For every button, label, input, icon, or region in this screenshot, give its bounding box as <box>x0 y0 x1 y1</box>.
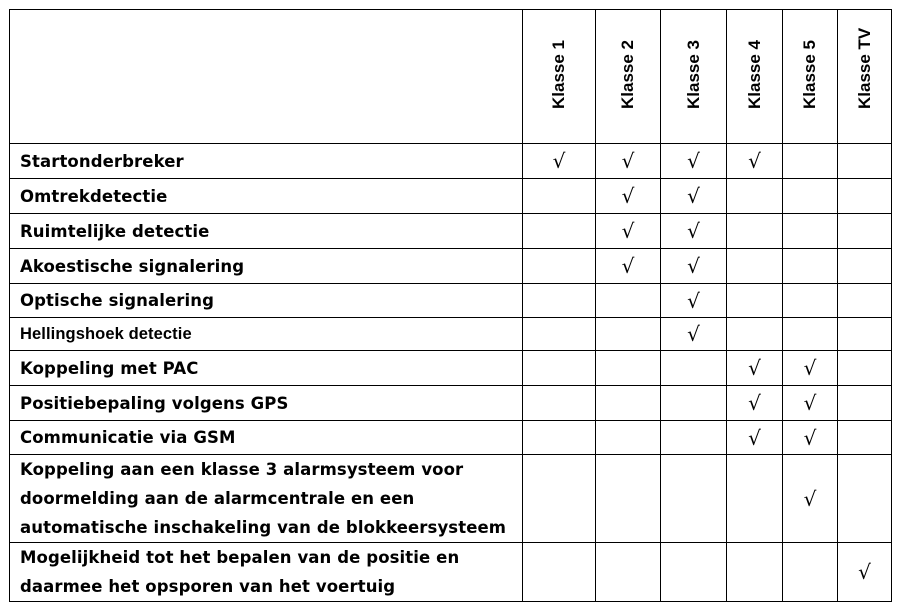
check-cell <box>838 284 892 318</box>
checkmark-icon: √ <box>803 391 817 415</box>
header-klasse-4 <box>727 10 783 144</box>
header-klasse-3 <box>661 10 727 144</box>
check-cell <box>523 543 596 602</box>
check-cell <box>783 144 838 179</box>
checkmark-icon: √ <box>748 356 761 380</box>
header-klasse-tv <box>838 10 892 144</box>
check-cell <box>783 284 838 318</box>
feature-label: Communicatie via GSM <box>10 421 523 455</box>
feature-label: Mogelijkheid tot het bepalen van de positie en daarmee het opsporen van het voertuig <box>10 543 523 602</box>
check-cell <box>661 386 727 421</box>
check-cell <box>596 421 661 455</box>
table-row <box>10 144 892 179</box>
check-cell <box>661 421 727 455</box>
check-cell <box>783 386 838 421</box>
table-row <box>10 543 892 602</box>
check-cell <box>523 249 596 284</box>
check-cell <box>523 421 596 455</box>
check-cell <box>596 179 661 214</box>
feature-label: Omtrekdetectie <box>10 179 523 214</box>
feature-label: Optische signalering <box>10 284 523 318</box>
check-cell <box>783 214 838 249</box>
check-cell <box>523 351 596 386</box>
check-cell <box>661 284 727 318</box>
check-cell <box>838 318 892 351</box>
check-cell <box>727 386 783 421</box>
check-cell <box>596 318 661 351</box>
checkmark-icon: √ <box>552 149 566 173</box>
feature-label: Hellingshoek detectie <box>10 318 523 351</box>
checkmark-icon: √ <box>687 254 700 278</box>
checkmark-icon: √ <box>687 219 700 243</box>
checkmark-icon: √ <box>748 149 761 173</box>
header-klasse-5 <box>783 10 838 144</box>
checkmark-icon: √ <box>621 219 635 243</box>
check-cell <box>523 179 596 214</box>
feature-class-table <box>9 9 892 602</box>
check-cell <box>523 455 596 543</box>
table-row <box>10 179 892 214</box>
check-cell <box>727 144 783 179</box>
checkmark-icon: √ <box>803 486 817 511</box>
check-cell <box>523 144 596 179</box>
check-cell <box>661 318 727 351</box>
check-cell <box>523 284 596 318</box>
check-cell <box>727 318 783 351</box>
check-cell <box>783 351 838 386</box>
check-cell <box>727 179 783 214</box>
check-cell <box>596 543 661 602</box>
check-cell <box>838 421 892 455</box>
check-cell <box>727 543 783 602</box>
check-cell <box>783 455 838 543</box>
checkmark-icon: √ <box>687 184 700 208</box>
feature-label: Koppeling met PAC <box>10 351 523 386</box>
check-cell <box>596 386 661 421</box>
table-row <box>10 351 892 386</box>
check-cell <box>838 351 892 386</box>
column-label: Klasse 3 <box>683 40 703 109</box>
check-cell <box>661 455 727 543</box>
check-cell <box>727 455 783 543</box>
header-row <box>10 10 892 144</box>
check-cell <box>596 284 661 318</box>
table-row <box>10 455 892 543</box>
check-cell <box>783 318 838 351</box>
checkmark-icon: √ <box>858 560 871 584</box>
check-cell <box>783 421 838 455</box>
check-cell <box>596 351 661 386</box>
check-cell <box>727 249 783 284</box>
feature-label: Positiebepaling volgens GPS <box>10 386 523 421</box>
check-cell <box>783 543 838 602</box>
check-cell <box>783 249 838 284</box>
feature-label: Akoestische signalering <box>10 249 523 284</box>
check-cell <box>661 144 727 179</box>
column-label: Klasse 5 <box>800 40 819 109</box>
check-cell <box>838 455 892 543</box>
check-cell <box>783 179 838 214</box>
feature-label: Startonderbreker <box>10 144 523 179</box>
checkmark-icon: √ <box>748 425 761 450</box>
column-label: Klasse 1 <box>549 40 568 109</box>
checkmark-icon: √ <box>803 425 817 450</box>
header-klasse-2 <box>596 10 661 144</box>
check-cell <box>727 214 783 249</box>
checkmark-icon: √ <box>803 356 817 380</box>
check-cell <box>596 455 661 543</box>
check-cell <box>838 144 892 179</box>
check-cell <box>838 386 892 421</box>
check-cell <box>661 351 727 386</box>
table-row <box>10 284 892 318</box>
table-row <box>10 318 892 351</box>
column-label: Klasse 2 <box>618 40 637 109</box>
feature-label: Ruimtelijke detectie <box>10 214 523 249</box>
table-row <box>10 214 892 249</box>
check-cell <box>523 214 596 249</box>
checkmark-icon: √ <box>687 149 700 173</box>
checkmark-icon: √ <box>621 254 635 278</box>
check-cell <box>727 351 783 386</box>
check-cell <box>596 144 661 179</box>
table-row <box>10 386 892 421</box>
column-label: Klasse TV <box>854 27 874 109</box>
column-label: Klasse 4 <box>744 40 764 109</box>
header-klasse-1 <box>523 10 596 144</box>
check-cell <box>838 543 892 602</box>
check-cell <box>596 249 661 284</box>
checkmark-icon: √ <box>621 149 635 173</box>
check-cell <box>727 284 783 318</box>
check-cell <box>523 386 596 421</box>
check-cell <box>596 214 661 249</box>
checkmark-icon: √ <box>687 322 700 346</box>
feature-label: Koppeling aan een klasse 3 alarmsysteem voor doormelding aan de alarmcentrale en een automatische inschakeling van de blokkeersysteem <box>10 455 523 543</box>
check-cell <box>838 179 892 214</box>
table-row <box>10 421 892 455</box>
check-cell <box>727 421 783 455</box>
checkmark-icon: √ <box>748 391 761 415</box>
checkmark-icon: √ <box>621 184 635 208</box>
check-cell <box>838 249 892 284</box>
check-cell <box>523 318 596 351</box>
check-cell <box>661 179 727 214</box>
check-cell <box>661 214 727 249</box>
check-cell <box>838 214 892 249</box>
check-cell <box>661 249 727 284</box>
check-cell <box>661 543 727 602</box>
table-row <box>10 249 892 284</box>
header-empty-cell <box>10 10 523 144</box>
checkmark-icon: √ <box>687 288 700 313</box>
